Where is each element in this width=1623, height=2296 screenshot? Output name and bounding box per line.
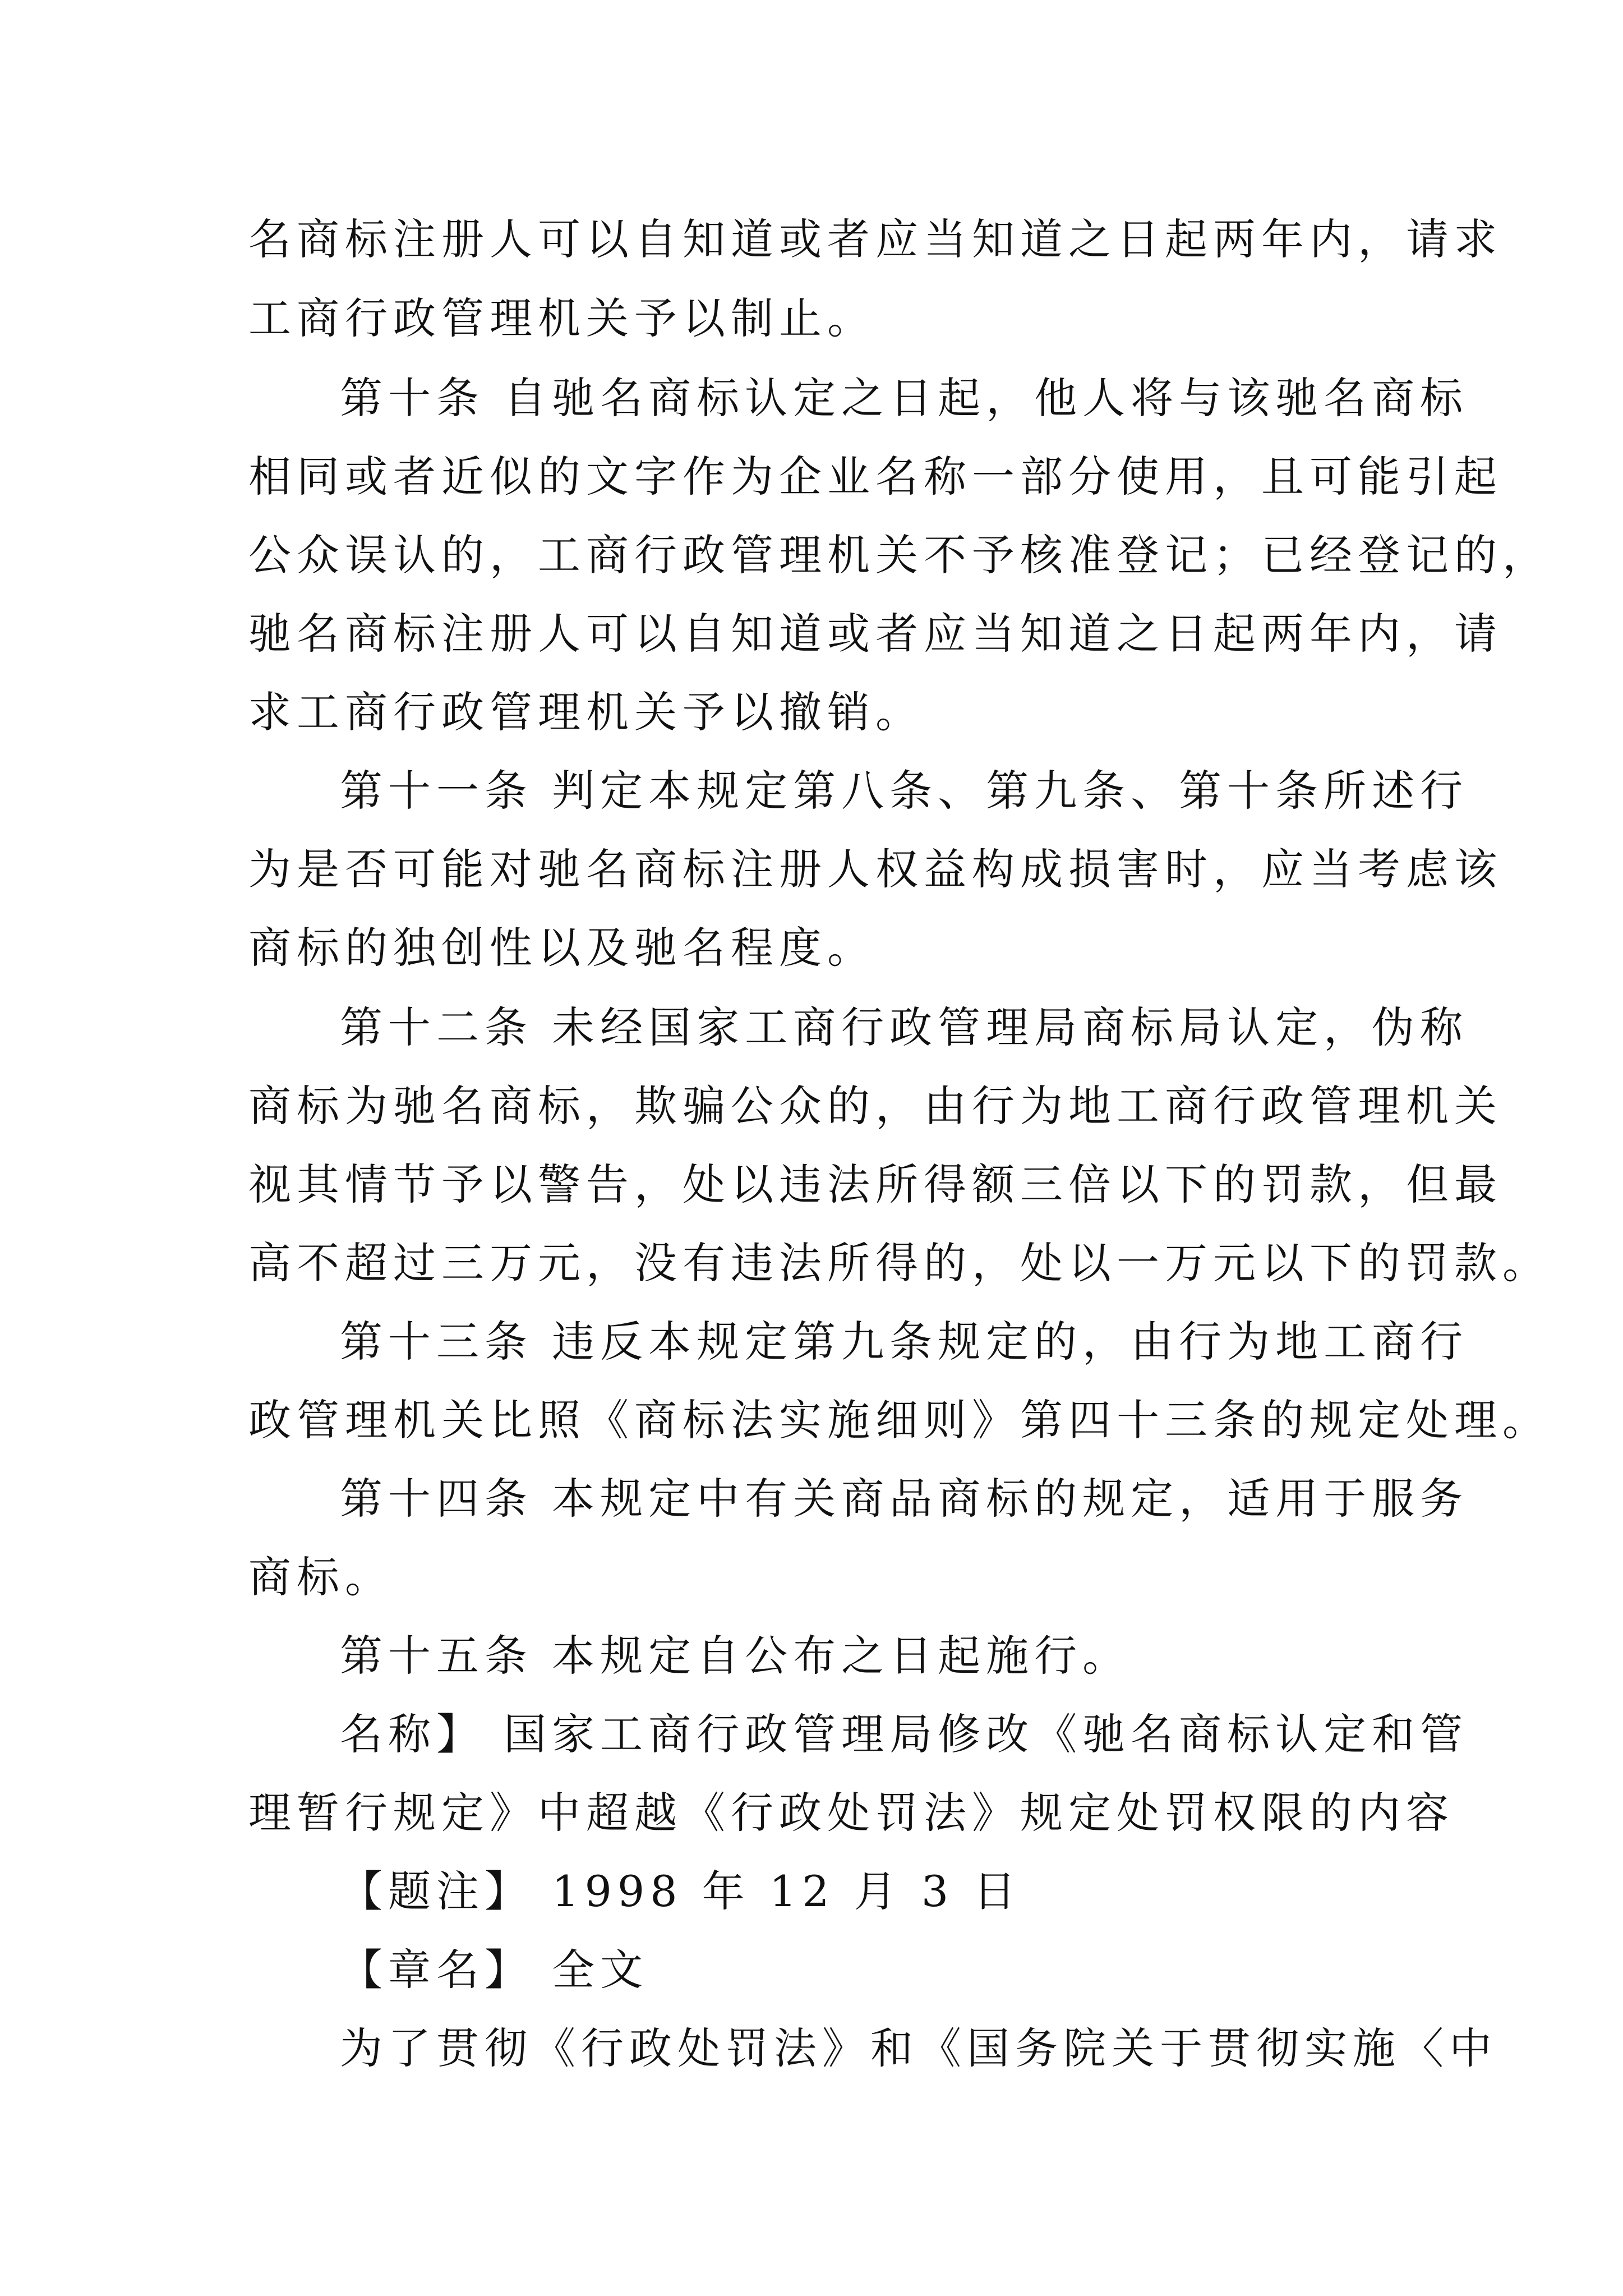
article-14-heading: 第十四条 本规定中有关商品商标的规定，适用于服务 bbox=[340, 1474, 1469, 1524]
title-line: 名称】 国家工商行政管理局修改《驰名商标认定和管 bbox=[340, 1709, 1469, 1759]
article-12-heading: 第十二条 未经国家工商行政管理局商标局认定，伪称 bbox=[340, 1002, 1469, 1052]
date-note-line: 【题注】 1998 年 12 月 3 日 bbox=[340, 1866, 1022, 1916]
text-line: 视其情节予以警告，处以违法所得额三倍以下的罚款，但最 bbox=[248, 1159, 1502, 1209]
chapter-name-line: 【章名】 全文 bbox=[340, 1945, 649, 1995]
text-line: 驰名商标注册人可以自知道或者应当知道之日起两年内，请 bbox=[248, 609, 1502, 659]
text-line: 商标为驰名商标，欺骗公众的，由行为地工商行政管理机关 bbox=[248, 1081, 1502, 1131]
text-line: 理暂行规定》中超越《行政处罚法》规定处罚权限的内容 bbox=[248, 1788, 1454, 1838]
text-line: 为了贯彻《行政处罚法》和《国务院关于贯彻实施〈中 bbox=[340, 2023, 1497, 2073]
text-line: 求工商行政管理机关予以撤销。 bbox=[248, 687, 924, 737]
text-line: 高不超过三万元，没有违法所得的，处以一万元以下的罚款。 bbox=[248, 1238, 1551, 1288]
text-line: 公众误认的，工商行政管理机关不予核准登记；已经登记的， bbox=[248, 530, 1551, 580]
text-line: 商标。 bbox=[248, 1552, 393, 1602]
article-15-heading: 第十五条 本规定自公布之日起施行。 bbox=[340, 1631, 1131, 1681]
text-line: 名商标注册人可以自知道或者应当知道之日起两年内，请求 bbox=[248, 214, 1502, 264]
text-line: 商标的独创性以及驰名程度。 bbox=[248, 923, 875, 973]
article-10-heading: 第十条 自驰名商标认定之日起，他人将与该驰名商标 bbox=[340, 373, 1469, 423]
text-line: 相同或者近似的文字作为企业名称一部分使用，且可能引起 bbox=[248, 452, 1502, 501]
article-11-heading: 第十一条 判定本规定第八条、第九条、第十条所述行 bbox=[340, 766, 1469, 816]
text-line: 政管理机关比照《商标法实施细则》第四十三条的规定处理。 bbox=[248, 1395, 1551, 1445]
article-13-heading: 第十三条 违反本规定第九条规定的，由行为地工商行 bbox=[340, 1317, 1469, 1366]
text-line: 工商行政管理机关予以制止。 bbox=[248, 293, 875, 343]
text-line: 为是否可能对驰名商标注册人权益构成损害时，应当考虑该 bbox=[248, 844, 1502, 894]
